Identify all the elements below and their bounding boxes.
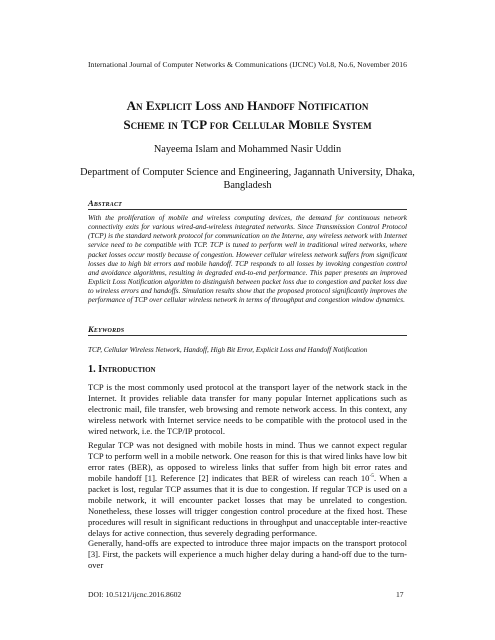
abstract-heading: Abstract <box>88 198 123 208</box>
intro-paragraph-3: Generally, hand-offs are expected to introduce three major impacts on the transport protocol [3]. First, the packets will experience a much higher delay during a hand-off due to the turn-over <box>88 538 407 571</box>
intro-paragraph-2 <box>88 440 407 539</box>
abstract-rule <box>88 209 407 210</box>
intro-paragraph-1: TCP is the most commonly used protocol at the transport layer of the network stack in the Internet. It provides reliable data transfer for many popular Internet applications such as electronic mail, file transfer, web browsing and remote network access. In this context, any wireless network with Internet service needs to be compatible with the protocol used in the wired network, i.e. the TCP/IP protocol. <box>88 382 407 437</box>
authors: Nayeema Islam and Mohammed Nasir Uddin <box>153 144 342 155</box>
intro-paragraph-2-part-2: . When a packet is lost, regular TCP assumes that it is due to congestion. If regular TCP is used on a mobile network, it will encounter packet losses that may be unrelated to congestion. Nonetheless, these losses will trigger congestion control procedure at the fixed host. These procedures will result in significant reductions in throughput and unacceptable inter-reactive delays for active connection, thus severely degrading performance. <box>88 473 407 539</box>
running-head: International Journal of Computer Networks & Communications (IJCNC) Vol.8, No.6, November 2016 <box>88 60 407 69</box>
introduction-heading: 1. Introduction <box>88 364 156 375</box>
title-line-2: Scheme in TCP for Cellular Mobile System <box>123 117 372 132</box>
keywords-heading: Keywords <box>88 324 125 334</box>
page-number: 17 <box>396 590 404 599</box>
exponent: -5 <box>369 473 375 480</box>
intro-paragraph-2-part-1: Regular TCP was not designed with mobile hosts in mind. Thus we cannot expect regular TCP to perform well in a mobile network. One reason for this is that wired links have low bit error rates (BER), as opposed to wireless links that suffer from high bit error rates and mobile handoff [1]. Reference [2] indicates that BER of wireless can reach 10 <box>88 440 407 484</box>
paper-title <box>40 96 455 134</box>
keywords-text: TCP, Cellular Wireless Network, Handoff, High Bit Error, Explicit Loss and Handoff Notification <box>88 346 368 354</box>
keywords-rule <box>88 335 407 336</box>
title-line-1: An Explicit Loss and Handoff Notification <box>126 98 369 113</box>
footer-doi: DOI: 10.5121/ijcnc.2016.8602 <box>88 590 182 599</box>
affiliation: Department of Computer Science and Engineering, Jagannath University, Dhaka, Bangladesh <box>80 167 415 191</box>
abstract-text: With the proliferation of mobile and wireless computing devices, the demand for continuous network connectivity exits for various wired-and-wireless integrated networks. Since Transmission Control Protocol (TCP) is the standard network protocol for communication on the Interne, any wireless network with Internet service need to be compatible with TCP. TCP is tuned to perform well in traditional wired networks, where packet losses occur mostly because of congestion. However cellular wireless network suffers from significant losses due to high bit errors and mobile handoff. TCP responds to all losses by invoking congestion control and avoidance algorithms, resulting in degraded end-to-end performance. This paper presents an improved Explicit Loss Notification algorithm to distinguish between packet loss due to congestion and packet loss due to wireless errors and handoffs. Simulation results show that the proposed protocol significantly improves the performance of TCP over cellular wireless network in terms of throughput and congestion window dynamics. <box>88 214 407 305</box>
